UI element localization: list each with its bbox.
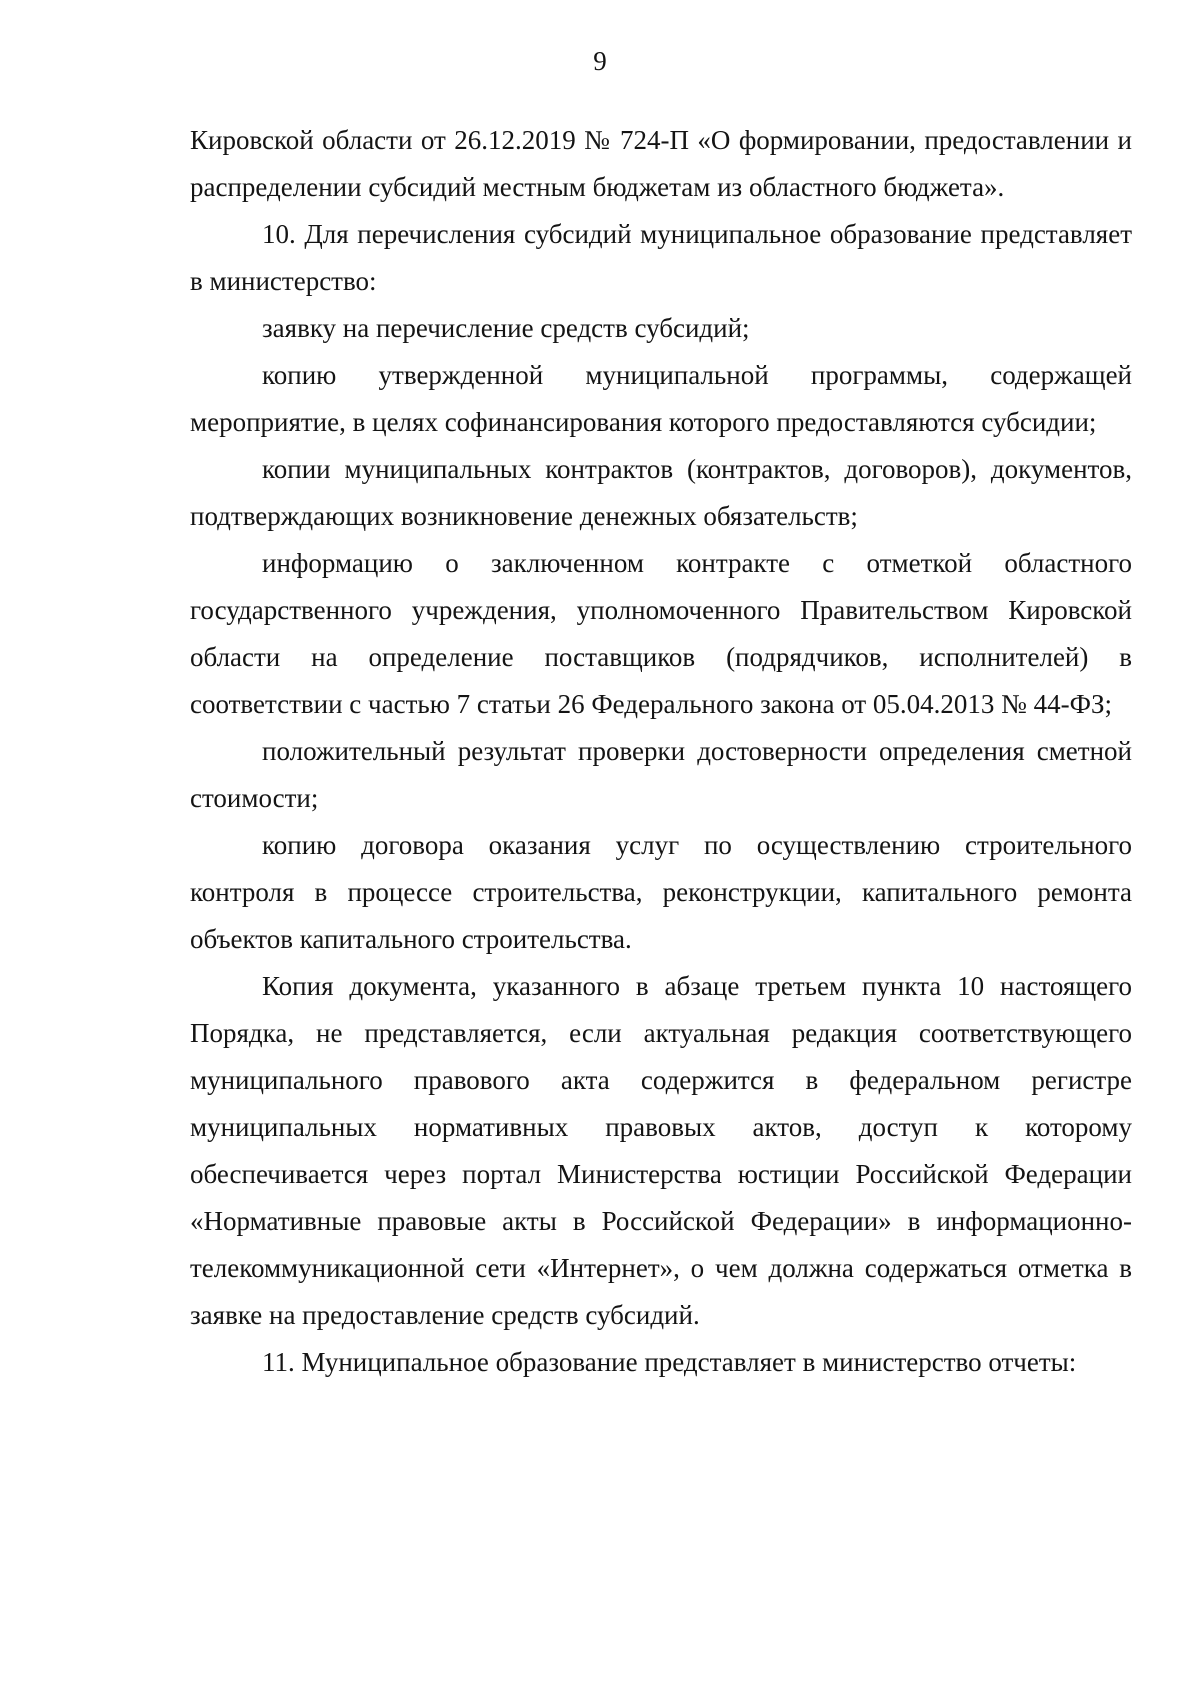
list-item-application: заявку на перечисление средств субсидий; (262, 313, 750, 343)
list-item-contracts-copy: копии муниципальных контрактов (контрактов, договоров), документов, подтверждающих возникновение денежных обязательств; (190, 454, 1132, 531)
paragraph-item-10: 10. Для перечисления субсидий муниципальное образование представляет в министерство: (190, 219, 1132, 296)
paragraph-document-copy-note: Копия документа, указанного в абзаце третьем пункта 10 настоящего Порядка, не представляется, если актуальная редакция соответствующего муниципального правового акта содержится в федеральном регистре муниципальных нормативных правовых актов, доступ к которому обеспечивается через портал Министерства юстиции Российской Федерации «Нормативные правовые акты в Российской Федерации» в информационно-телекоммуникационной сети «Интернет», о чем должна содержаться отметка в заявке на предоставление средств субсидий. (190, 971, 1132, 1330)
list-item-contract-info: информацию о заключенном контракте с отметкой областного государственного учреждения, уполномоченного Правительством Кировской области на определение поставщиков (подрядчиков, исполнителей) в соответствии с частью 7 статьи 26 Федерального закона от 05.04.2013 № 44-ФЗ; (190, 548, 1132, 719)
list-item-construction-control: копию договора оказания услуг по осуществлению строительного контроля в процессе строительства, реконструкции, капитального ремонта объектов капитального строительства. (190, 830, 1132, 954)
list-item-estimate-check: положительный результат проверки достоверности определения сметной стоимости; (190, 736, 1132, 813)
paragraph-continuation: Кировской области от 26.12.2019 № 724-П «О формировании, предоставлении и распределении субсидий местным бюджетам из областного бюджета». (190, 125, 1132, 202)
paragraph-item-11: 11. Муниципальное образование представляет в министерство отчеты: (262, 1347, 1077, 1377)
list-item-program-copy: копию утвержденной муниципальной программы, содержащей мероприятие, в целях софинансирования которого предоставляются субсидии; (190, 360, 1132, 437)
document-body (190, 117, 1132, 1386)
page-number: 9 (593, 46, 607, 76)
